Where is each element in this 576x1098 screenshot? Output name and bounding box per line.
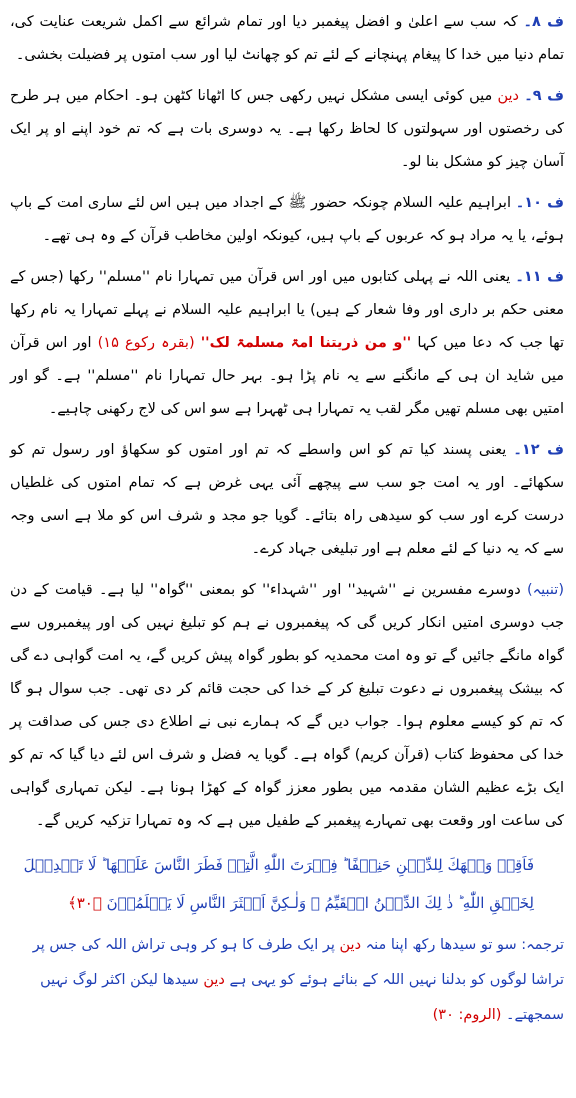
note-text: یعنی پسند کیا تم کو اس واسطے کہ تم اور امتوں کو سکھاؤ اور رسول تم کو سکھائے۔ اور یہ امت جو سب سے پیچھے آئی یہی غرض ہے کہ تمام امتوں کی غلطیاں درست کرے اور سب کو سیدھی راہ بتائے۔ گویا جو مجد و شرف اس کو ملا ہے اسی وجہ سے کہ یہ دنیا کے لئے معلم ہے اور تبلیغی جہاد کرے۔ [10,442,564,557]
note-text: ابراہیم علیہ السلام چونکہ حضور ﷺ کے اجداد میں ہیں اس لئے ساری امت کے باپ ہوئے، یا یہ مراد ہو کہ عربوں کے باپ ہیں، کیونکہ اولین مخاطب قرآن کے وہ ہی تھے۔ [10,195,564,244]
translation-highlight: دین [203,972,225,988]
note-paragraph [10,261,564,426]
highlighted-text: ''و من ذریتنا امۃ مسلمۃ لک'' [200,335,412,351]
quran-verse [10,846,564,922]
note-text: دوسرے مفسرین نے ''شہید'' اور ''شہداء'' کو بمعنی ''گواہ'' لیا ہے۔ قیامت کے دن جب دوسری امتیں انکار کریں گی کہ پیغمبروں نے ہم کو تبلیغ نہیں کی اور پیغمبروں سے گواہ مانگے جائیں گے تو وہ امت محمدیہ کو بطور گواہ پیش کریں گے، یہ امت گواہی دے گی کہ بیشک پیغمبروں نے دعوت تبلیغ کر کے خدا کی حجت قائم کر دی تھی۔ جب سوال ہو گا کہ تم کو کیسے معلوم ہوا۔ جواب دیں گے کہ ہمارے نبی نے اطلاع دی جس کی صداقت پر خدا کی محفوظ کتاب (قرآن کریم) گواہ ہے۔ گویا یہ فضل و شرف اس لئے دیا گیا کہ تم کو ایک بڑے عظیم الشان مقدمہ میں بطور معزز گواہ کے کھڑا ہونا ہے۔ لیکن تمہاری گواہی کی ساعت اور وقعت بھی تمہارے پیغمبر کے طفیل میں ہے کہ وہ تمہارا تزکیہ کریں گے۔ [10,582,564,829]
highlighted-text: (تنبیہ) [527,582,564,598]
highlighted-text: (بقرہ رکوع ۱۵) [91,335,201,351]
note-paragraph [10,574,564,838]
ayah-marker: ﴿۳۰﴾ [67,894,102,912]
commentary-notes [10,6,564,838]
verse-text: فَاَقِمۡ وَجۡهَكَ لِلدِّيۡنِ حَنِيۡفًا ؕ فِطۡرَتَ اللّٰهِ الَّتِىۡ فَطَرَ النَّاسَ عَلَيۡهَا ؕ لَا تَبۡدِيۡلَ لِخَلۡقِ اللّٰهِ ؕ ذٰ لِكَ الدِّيۡنُ الۡقَيِّمُ ۙ وَلٰـكِنَّ اَكۡثَرَ النَّاسِ لَا يَعۡلَمُوۡنَ [23,856,534,912]
verse-translation [10,928,564,1033]
note-label: ف ۱۱۔ [515,269,564,285]
note-paragraph [10,80,564,179]
note-paragraph [10,187,564,253]
translation-text: سیدھا لیکن اکثر لوگ نہیں سمجھتے۔ [40,972,564,1023]
note-text: یعنی اللہ نے پہلی کتابوں میں اور اس قرآن میں تمہارا نام ''مسلم'' رکھا (جس کے معنی حکم بر داری اور وفا شعار کے ہیں) یا ابراہیم علیہ السلام نے پہلے تمہارا یہ نام رکھا تھا جب کہ دعا میں کہا [10,269,564,351]
note-paragraph [10,6,564,72]
ayah-number: ۳۰ [76,894,93,912]
translation-highlight: دین [339,937,362,953]
highlighted-text: دین [497,88,525,104]
note-label: ف ۹۔ [524,88,564,104]
translation-text: پر ایک طرف کا ہو کر وہی تراش اللہ کی جس پر تراشا لوگوں کو بدلنا نہیں اللہ کے بنائے ہوئے کو یہی ہے [32,937,564,988]
note-text: کہ سب سے اعلیٰ و افضل پیغمبر دیا اور تمام شرائع سے اکمل شریعت عنایت کی، تمام دنیا میں خدا کا پیغام پہنچانے کے لئے تم کو چھانٹ لیا اور سب امتوں پر فضیلت بخشی۔ [10,14,564,63]
note-text: میں کوئی ایسی مشکل نہیں رکھی جس کا اٹھانا کٹھن ہو۔ احکام میں ہر طرح کی رخصتوں اور سہولتوں کا لحاظ رکھا ہے۔ یہ دوسری بات ہے کہ تم خود اپنے او پر ایک آسان چیز کو مشکل بنا لو۔ [10,88,564,170]
note-label: ف ۱۲۔ [513,442,564,458]
note-label: ف ۱۰۔ [515,195,564,211]
note-label: ف ۸۔ [523,14,564,30]
note-paragraph [10,434,564,566]
note-text: اور اس قرآن میں شاید ان ہی کے مانگنے سے یہ نام پڑا ہو۔ بہر حال تمہارا نام ''مسلم'' ہے۔ گو اور امتیں بھی مسلم تھیں مگر لقب یہ تمہارا ہی ٹھہرا ہے سو اس کی لاج رکھنی چاہیے۔ [10,335,564,417]
translation-text: ترجمہ: سو تو سیدھا رکھ اپنا منہ [361,937,564,953]
translation-highlight: (الروم: ۳۰) [432,1007,507,1023]
